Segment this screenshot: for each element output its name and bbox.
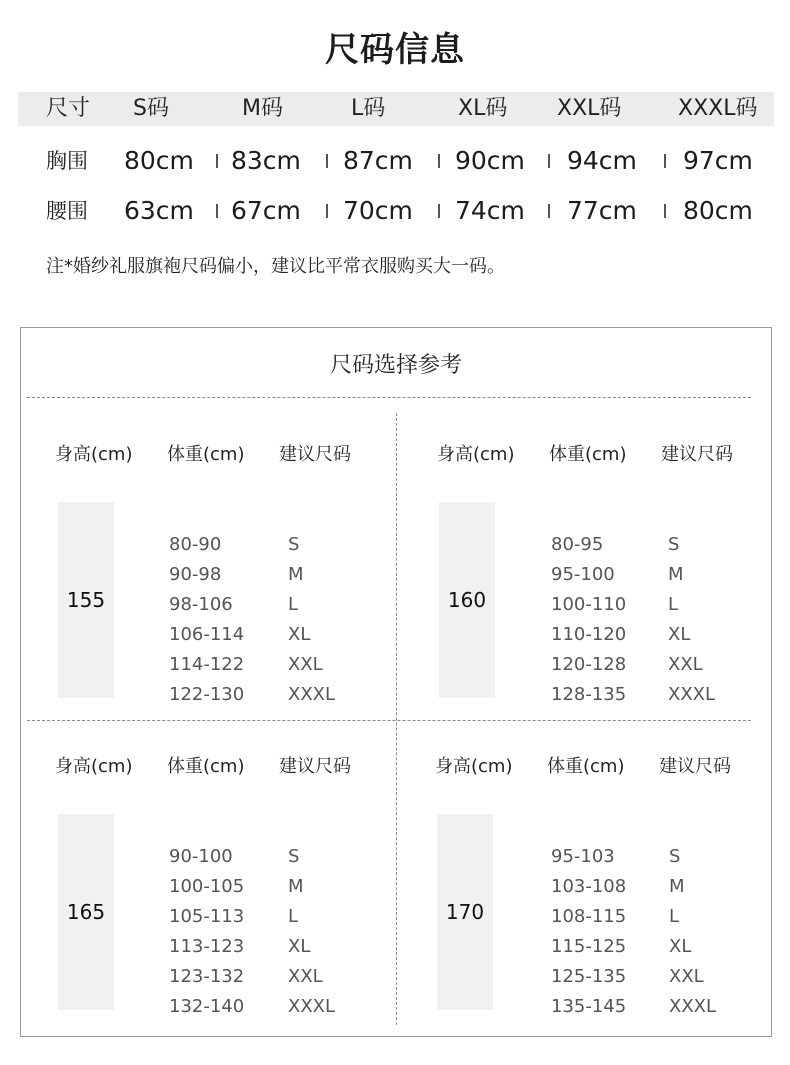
- weight-range: 128-135: [551, 684, 627, 705]
- weight-column-header: 体重(cm): [547, 756, 625, 777]
- table-cell: 74cm: [455, 196, 525, 225]
- suggested-size: M: [668, 564, 684, 585]
- size-reference-panel: [20, 327, 772, 1037]
- suggested-size: S: [668, 534, 680, 555]
- size-column-header: 建议尺码: [279, 756, 351, 777]
- height-value: 160: [447, 588, 487, 612]
- weight-range: 105-113: [169, 906, 245, 927]
- column-divider: [216, 154, 218, 168]
- suggested-size: XXL: [288, 966, 323, 987]
- suggested-size: XL: [288, 624, 311, 645]
- suggested-size: XXL: [288, 654, 323, 675]
- table-cell: 97cm: [683, 146, 753, 175]
- weight-range-list: [169, 530, 244, 710]
- table-cell: 70cm: [343, 196, 413, 225]
- height-column-header: 身高(cm): [55, 756, 133, 777]
- suggested-size: XXL: [668, 654, 703, 675]
- reference-group-155: [21, 440, 381, 740]
- weight-range: 95-103: [551, 846, 615, 867]
- suggested-size: M: [288, 876, 304, 897]
- header-cell-xxxl: XXXL码: [678, 96, 758, 121]
- weight-column-header: 体重(cm): [167, 444, 245, 465]
- table-cell: 63cm: [124, 196, 194, 225]
- height-bar: [437, 814, 493, 1010]
- suggested-size: XL: [288, 936, 311, 957]
- suggested-size: L: [288, 594, 299, 615]
- column-divider: [326, 154, 328, 168]
- suggested-size: XL: [668, 624, 691, 645]
- header-cell-s: S码: [133, 96, 169, 121]
- table-cell: 77cm: [567, 196, 637, 225]
- column-divider: [664, 204, 666, 218]
- suggested-size: XXXL: [288, 996, 336, 1017]
- weight-column-header: 体重(cm): [549, 444, 627, 465]
- weight-range-list: [551, 842, 626, 1022]
- column-divider: [548, 204, 550, 218]
- weight-range: 132-140: [169, 996, 245, 1017]
- header-cell-xxl: XXL码: [557, 96, 622, 121]
- weight-range: 125-135: [551, 966, 627, 987]
- table-cell: 80cm: [124, 146, 194, 175]
- size-column-header: 建议尺码: [279, 444, 351, 465]
- height-column-header: 身高(cm): [437, 444, 515, 465]
- divider-line: [27, 397, 751, 398]
- weight-range: 80-90: [169, 534, 222, 555]
- table-cell: 83cm: [231, 146, 301, 175]
- page-title: 尺码信息: [325, 30, 465, 70]
- weight-range: 113-123: [169, 936, 245, 957]
- weight-range: 108-115: [551, 906, 627, 927]
- size-note: 注*婚纱礼服旗袍尺码偏小，建议比平常衣服购买大一码。: [46, 256, 505, 277]
- weight-range: 80-95: [551, 534, 604, 555]
- suggested-size-list: [288, 530, 335, 710]
- height-bar: [58, 814, 114, 1010]
- divider-line: [396, 413, 397, 1025]
- weight-range: 90-100: [169, 846, 233, 867]
- weight-range-list: [551, 530, 626, 710]
- weight-range-list: [169, 842, 244, 1022]
- suggested-size-list: [288, 842, 335, 1022]
- table-cell: 90cm: [455, 146, 525, 175]
- table-row-waist: [0, 191, 790, 231]
- height-column-header: 身高(cm): [55, 444, 133, 465]
- column-divider: [438, 204, 440, 218]
- suggested-size: XXXL: [288, 684, 336, 705]
- height-value: 155: [66, 588, 106, 612]
- suggested-size: M: [288, 564, 304, 585]
- row-label: 腰围: [46, 199, 88, 223]
- column-divider: [664, 154, 666, 168]
- suggested-size: M: [669, 876, 685, 897]
- suggested-size: XXXL: [668, 684, 716, 705]
- table-cell: 67cm: [231, 196, 301, 225]
- header-cell-size: 尺寸: [46, 96, 91, 121]
- reference-group-160: [403, 440, 763, 740]
- size-column-header: 建议尺码: [659, 756, 731, 777]
- suggested-size: L: [669, 906, 680, 927]
- suggested-size: S: [288, 846, 300, 867]
- suggested-size-list: [669, 842, 716, 1022]
- reference-group-165: [21, 752, 381, 1052]
- weight-range: 120-128: [551, 654, 627, 675]
- weight-range: 115-125: [551, 936, 627, 957]
- column-divider: [548, 154, 550, 168]
- height-column-header: 身高(cm): [435, 756, 513, 777]
- size-column-header: 建议尺码: [661, 444, 733, 465]
- height-bar: [58, 502, 114, 698]
- weight-column-header: 体重(cm): [167, 756, 245, 777]
- suggested-size: XXXL: [669, 996, 717, 1017]
- table-cell: 80cm: [683, 196, 753, 225]
- suggested-size: S: [288, 534, 300, 555]
- header-cell-l: L码: [351, 96, 386, 121]
- height-value: 165: [66, 900, 106, 924]
- column-divider: [216, 204, 218, 218]
- weight-range: 135-145: [551, 996, 627, 1017]
- weight-range: 110-120: [551, 624, 627, 645]
- suggested-size: XXL: [669, 966, 704, 987]
- table-cell: 94cm: [567, 146, 637, 175]
- suggested-size: L: [288, 906, 299, 927]
- weight-range: 123-132: [169, 966, 245, 987]
- weight-range: 98-106: [169, 594, 233, 615]
- height-bar: [439, 502, 495, 698]
- suggested-size: XL: [669, 936, 692, 957]
- row-label: 胸围: [46, 149, 88, 173]
- suggested-size: L: [668, 594, 679, 615]
- header-cell-m: M码: [242, 96, 283, 121]
- suggested-size-list: [668, 530, 715, 710]
- weight-range: 95-100: [551, 564, 615, 585]
- weight-range: 90-98: [169, 564, 222, 585]
- reference-group-170: [403, 752, 763, 1052]
- weight-range: 114-122: [169, 654, 245, 675]
- weight-range: 103-108: [551, 876, 627, 897]
- weight-range: 122-130: [169, 684, 245, 705]
- reference-title: 尺码选择参考: [329, 353, 462, 378]
- size-table-header: [18, 92, 774, 126]
- table-row-chest: [0, 141, 790, 181]
- header-cell-xl: XL码: [458, 96, 508, 121]
- weight-range: 100-110: [551, 594, 627, 615]
- weight-range: 106-114: [169, 624, 245, 645]
- table-cell: 87cm: [343, 146, 413, 175]
- suggested-size: S: [669, 846, 681, 867]
- column-divider: [326, 204, 328, 218]
- height-value: 170: [445, 900, 485, 924]
- weight-range: 100-105: [169, 876, 245, 897]
- column-divider: [438, 154, 440, 168]
